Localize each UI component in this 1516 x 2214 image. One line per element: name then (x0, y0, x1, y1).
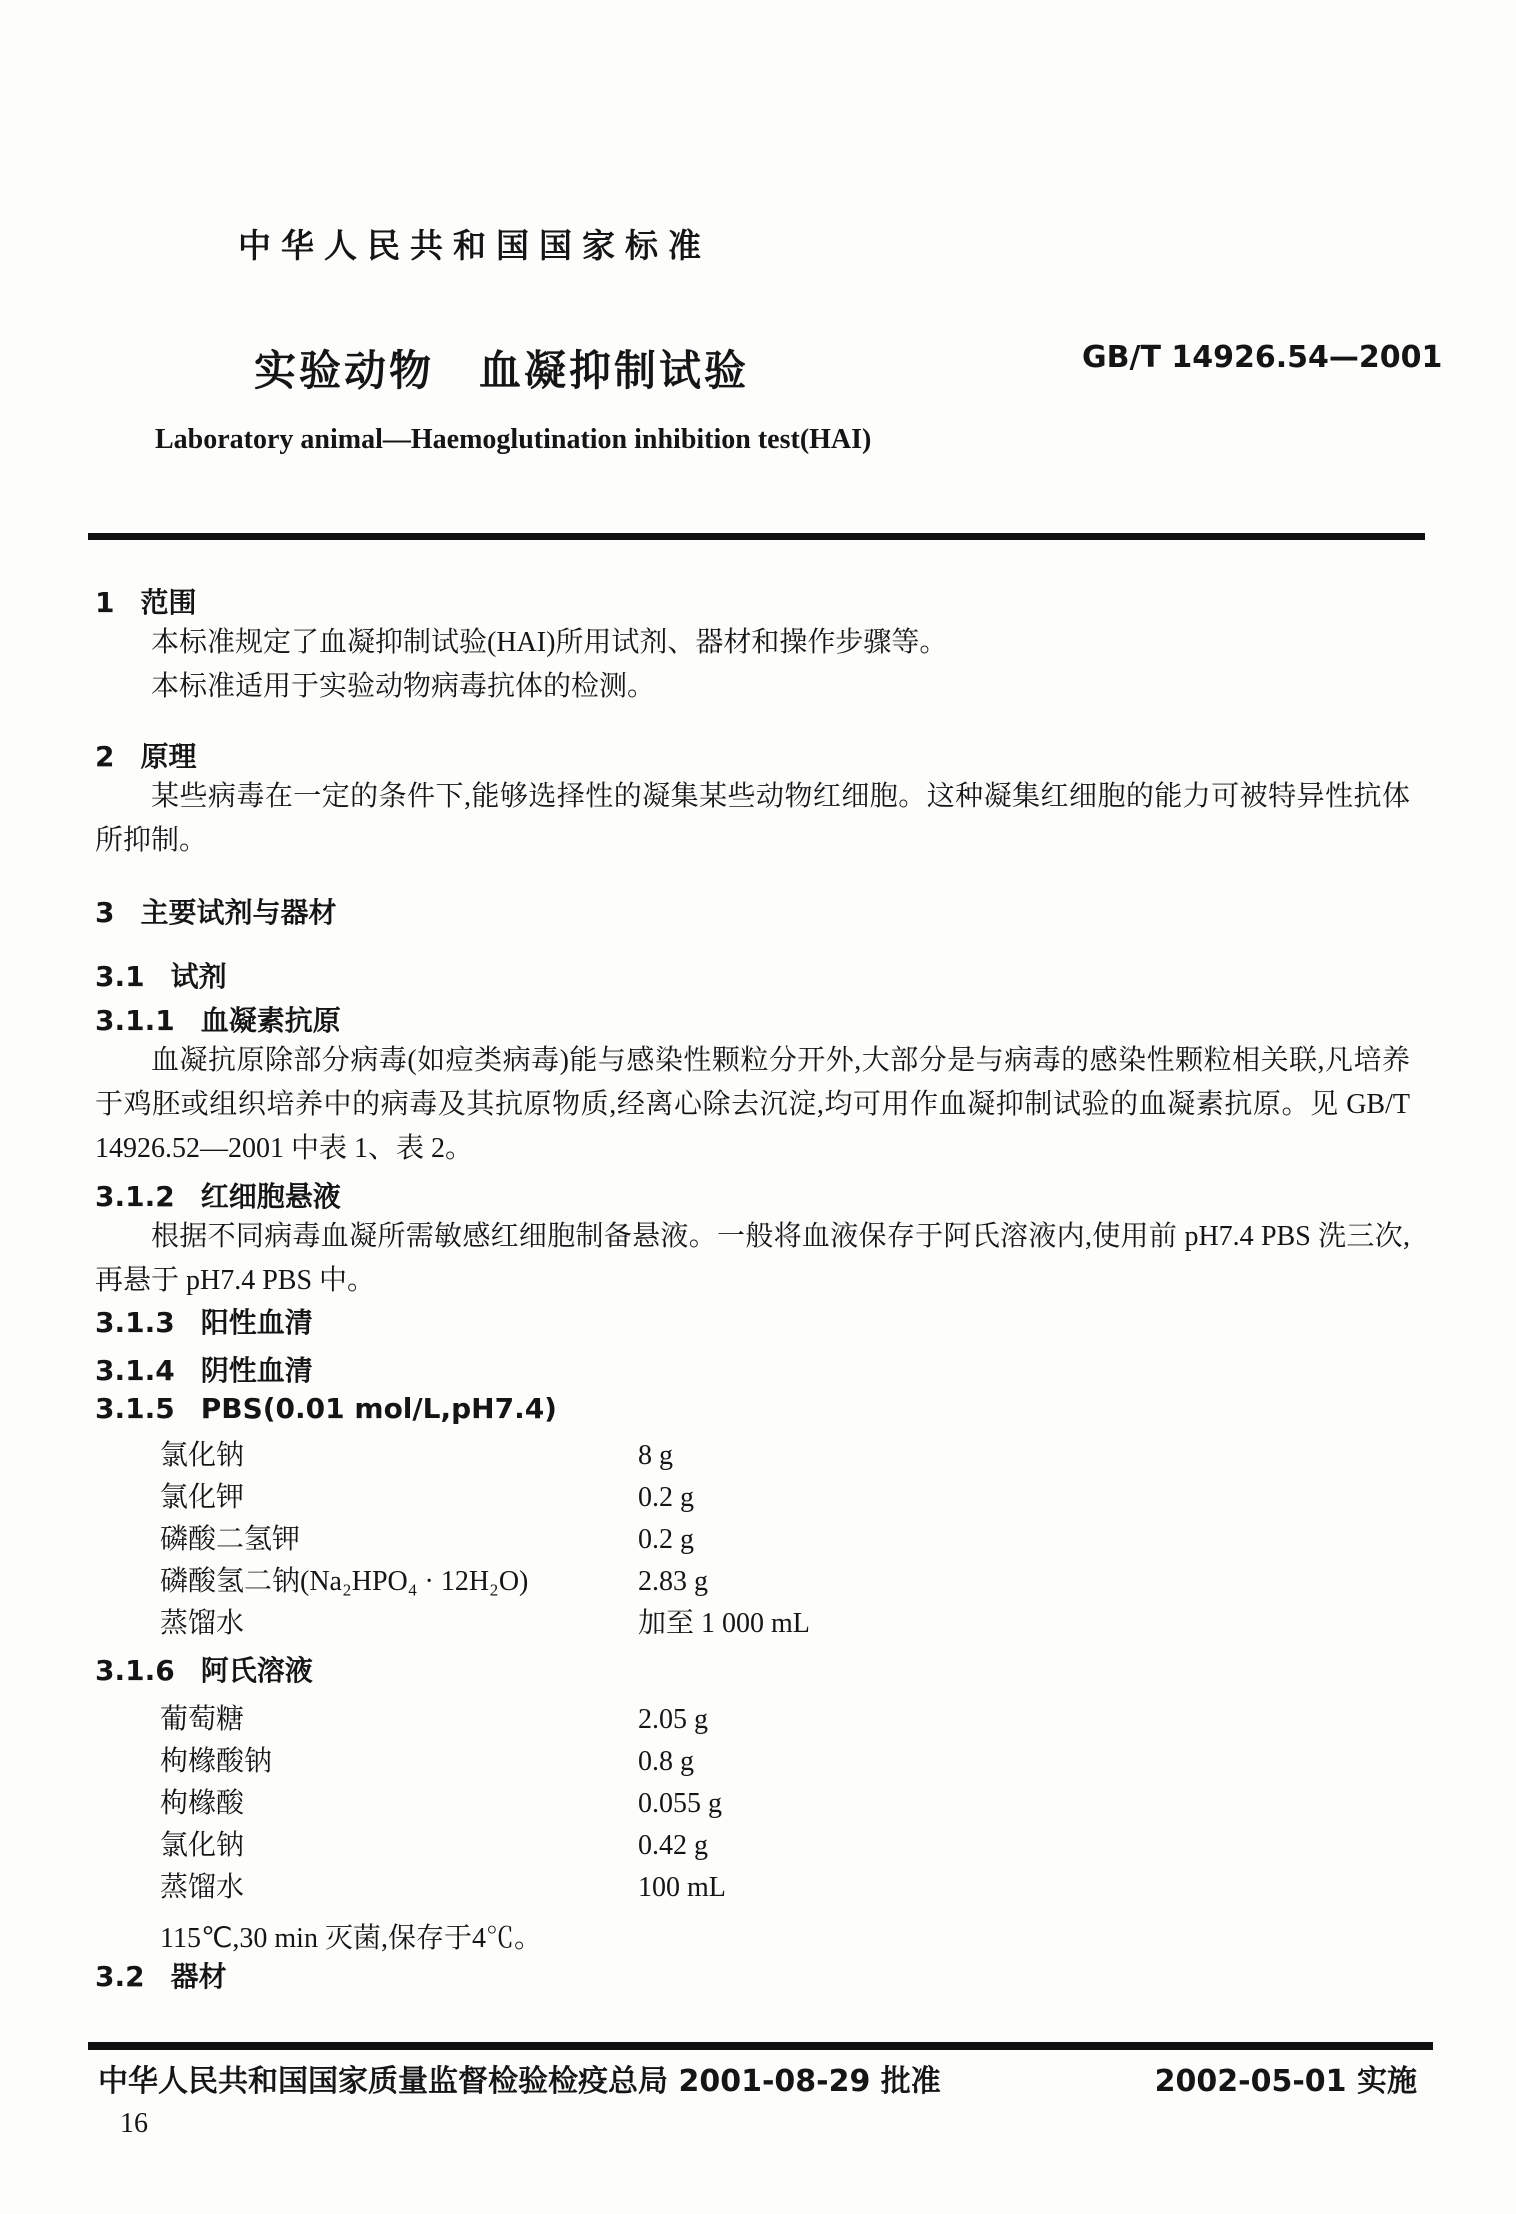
section-3-1-1-heading (95, 1003, 1410, 1039)
section-3-1-title: 试剂 (170, 960, 227, 993)
reagent-amount: 0.8 g (638, 1746, 694, 1777)
section-3-1-3-title: 阳性血清 (200, 1306, 313, 1339)
reagent-name: 氯化钾 (160, 1482, 245, 1513)
section-3-1-5-title: PBS(0.01 mol/L,pH7.4) (200, 1392, 557, 1425)
header-divider-rule (88, 533, 1425, 540)
reagent-row (95, 1783, 1410, 1825)
section-3-2-number: 3.2 (95, 1960, 145, 1993)
reagent-row (95, 1699, 1410, 1741)
reagent-amount: 8 g (638, 1440, 673, 1471)
haemagglutinin-antigen-paragraph: 血凝抗原除部分病毒(如痘类病毒)能与感染性颗粒分开外,大部分是与病毒的感染性颗粒相关联,凡培养于鸡胚或组织培养中的病毒及其抗原物质,经离心除去沉淀,均可用作血凝抑制试验的血凝素抗原。见 GB/T 14926.52—2001 中表 1、表 2。 (95, 1045, 1410, 1164)
reagent-row (95, 1519, 1410, 1561)
reagent-name: 枸橼酸钠 (160, 1746, 273, 1777)
document-title-cn: 实验动物 血凝抑制试验 (254, 346, 750, 395)
section-3-1-1-title: 血凝素抗原 (200, 1004, 341, 1037)
document-title-en: Laboratory animal—Haemoglutination inhibition test(HAI) (155, 424, 872, 455)
national-standard-heading: 中华人民共和国国家标准 (238, 226, 711, 265)
section-3-1-number: 3.1 (95, 960, 145, 993)
document-body (95, 585, 1410, 1995)
section-3-1-2-number: 3.1.2 (95, 1180, 175, 1213)
section-3-2-title: 器材 (170, 1960, 227, 1993)
reagent-row (95, 1867, 1410, 1909)
footer-divider-rule (88, 2042, 1433, 2050)
footer-approval: 中华人民共和国国家质量监督检验检疫总局 2001-08-29 批准 (98, 2064, 941, 2099)
section-1-title: 范围 (140, 586, 197, 619)
reagent-amount: 0.42 g (638, 1830, 708, 1861)
reagent-row (95, 1435, 1410, 1477)
footer-implementation: 2002-05-01 实施 (1154, 2064, 1417, 2099)
section-3-1-6-title: 阿氏溶液 (200, 1654, 313, 1687)
rbc-suspension-paragraph: 根据不同病毒血凝所需敏感红细胞制备悬液。一般将血液保存于阿氏溶液内,使用前 pH7.4 PBS 洗三次,再悬于 pH7.4 PBS 中。 (95, 1221, 1410, 1296)
pbs-reagent-list (95, 1435, 1410, 1645)
reagent-name: 蒸馏水 (160, 1872, 245, 1903)
section-2-heading (95, 739, 1410, 775)
reagent-amount: 加至 1 000 mL (638, 1608, 810, 1639)
section-2-number: 2 (95, 740, 115, 773)
section-3-1-4-title: 阴性血清 (200, 1354, 313, 1387)
section-3-1-6-heading (95, 1653, 1410, 1689)
alsever-reagent-list (95, 1699, 1410, 1909)
section-3-1-2-title: 红细胞悬液 (200, 1180, 341, 1213)
reagent-amount: 0.055 g (638, 1788, 722, 1819)
section-3-2-heading (95, 1959, 1410, 1995)
section-3-title: 主要试剂与器材 (140, 896, 337, 929)
reagent-amount: 100 mL (638, 1872, 726, 1903)
section-3-1-4-heading (95, 1353, 1410, 1389)
reagent-name: 氯化钠 (160, 1440, 245, 1471)
reagent-row (95, 1825, 1410, 1867)
scope-paragraph-1: 本标准规定了血凝抑制试验(HAI)所用试剂、器材和操作步骤等。 (151, 627, 948, 658)
section-1-number: 1 (95, 586, 115, 619)
sterilization-note: 115℃,30 min 灭菌,保存于4℃。 (160, 1923, 542, 1954)
reagent-name: 氯化钠 (160, 1830, 245, 1861)
principle-paragraph: 某些病毒在一定的条件下,能够选择性的凝集某些动物红细胞。这种凝集红细胞的能力可被特异性抗体所抑制。 (95, 781, 1410, 856)
reagent-name: 磷酸氢二钠(Na₂HPO₄ · 12H₂O) (160, 1566, 529, 1597)
section-2-title: 原理 (140, 740, 197, 773)
section-3-1-6-number: 3.1.6 (95, 1654, 175, 1687)
reagent-name: 枸橼酸 (160, 1788, 245, 1819)
reagent-row (95, 1741, 1410, 1783)
reagent-row (95, 1477, 1410, 1519)
reagent-amount: 2.83 g (638, 1566, 708, 1597)
reagent-name: 葡萄糖 (160, 1704, 245, 1735)
reagent-row (95, 1603, 1410, 1645)
scope-paragraph-2: 本标准适用于实验动物病毒抗体的检测。 (151, 671, 656, 702)
reagent-name: 蒸馏水 (160, 1608, 245, 1639)
section-3-1-heading (95, 959, 1410, 995)
section-3-1-3-number: 3.1.3 (95, 1306, 175, 1339)
section-3-heading (95, 895, 1410, 931)
reagent-amount: 0.2 g (638, 1482, 694, 1513)
page-number: 16 (120, 2108, 148, 2139)
section-3-1-1-number: 3.1.1 (95, 1004, 175, 1037)
section-3-1-2-heading (95, 1179, 1410, 1215)
reagent-name: 磷酸二氢钾 (160, 1524, 301, 1555)
reagent-amount: 2.05 g (638, 1704, 708, 1735)
reagent-amount: 0.2 g (638, 1524, 694, 1555)
standard-code: GB/T 14926.54—2001 (1082, 340, 1443, 375)
section-3-number: 3 (95, 896, 115, 929)
section-3-1-3-heading (95, 1305, 1410, 1341)
section-1-heading (95, 585, 1410, 621)
section-3-1-4-number: 3.1.4 (95, 1354, 175, 1387)
reagent-row (95, 1561, 1410, 1603)
section-3-1-5-number: 3.1.5 (95, 1392, 175, 1425)
section-3-1-5-heading (95, 1391, 1410, 1427)
